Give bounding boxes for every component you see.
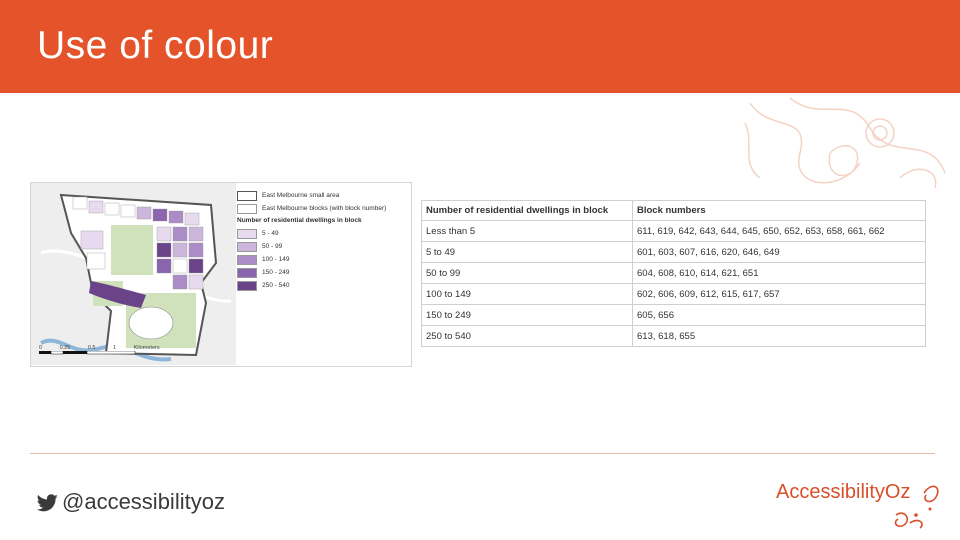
legend-swatch <box>237 268 257 278</box>
dwellings-table <box>421 200 926 347</box>
scale-tick: 0.5 <box>87 345 96 351</box>
legend-item <box>237 227 409 240</box>
table-row <box>422 242 926 263</box>
legend-item <box>237 253 409 266</box>
decorative-swirl-icon <box>730 93 960 203</box>
logo-wordmark: AccessibilityOz <box>776 481 911 503</box>
scale-bar-graphic <box>39 351 139 355</box>
column-header: Number of residential dwellings in block <box>422 201 633 221</box>
scale-tick: 1 <box>113 345 117 351</box>
slide-title: Use of colour <box>37 24 274 67</box>
table-cell: 5 to 49 <box>422 242 633 263</box>
table-cell: 50 to 99 <box>422 263 633 284</box>
table-cell: 605, 656 <box>633 305 926 326</box>
legend-swatch <box>237 242 257 252</box>
legend-item-label: 150 - 249 <box>262 269 290 276</box>
legend-item-label: 50 - 99 <box>262 243 283 250</box>
table-cell: 604, 608, 610, 614, 621, 651 <box>633 263 926 284</box>
legend-blocks <box>237 202 409 215</box>
legend-swatch <box>237 255 257 265</box>
scale-tick: 0 <box>39 345 43 351</box>
scale-unit: Kilometers <box>133 345 160 351</box>
table-cell: 613, 618, 655 <box>633 326 926 347</box>
accessibilityoz-logo <box>776 475 946 530</box>
map-scale-bar <box>39 345 176 357</box>
footer-divider <box>30 453 935 454</box>
table-row <box>422 305 926 326</box>
legend-blocks-label: East Melbourne blocks (with block number) <box>262 205 387 212</box>
table-row <box>422 284 926 305</box>
twitter-icon <box>37 494 58 512</box>
legend-small-area <box>237 189 409 202</box>
legend-item <box>237 266 409 279</box>
map-image <box>31 183 236 365</box>
legend-item <box>237 240 409 253</box>
legend-item-label: 100 - 149 <box>262 256 290 263</box>
scale-tick: 0.25 <box>59 345 71 351</box>
map-legend <box>237 189 409 292</box>
table-row <box>422 263 926 284</box>
table-cell: 150 to 249 <box>422 305 633 326</box>
table-row <box>422 221 926 242</box>
table-cell: 601, 603, 607, 616, 620, 646, 649 <box>633 242 926 263</box>
table-cell: 100 to 149 <box>422 284 633 305</box>
twitter-handle: @accessibilityoz <box>62 489 225 514</box>
slide-header <box>0 0 960 93</box>
legend-item-label: 5 - 49 <box>262 230 279 237</box>
table-cell: 602, 606, 609, 612, 615, 617, 657 <box>633 284 926 305</box>
table-header-row <box>422 201 926 221</box>
logo-swirl-icon <box>776 475 946 530</box>
legend-swatch <box>237 281 257 291</box>
legend-item-label: 250 - 540 <box>262 282 290 289</box>
table-row <box>422 326 926 347</box>
blocks-swatch <box>237 204 257 214</box>
column-header: Block numbers <box>633 201 926 221</box>
legend-heading: Number of residential dwellings in block <box>237 217 362 224</box>
legend-swatch <box>237 229 257 239</box>
legend-item <box>237 279 409 292</box>
small-area-swatch <box>237 191 257 201</box>
legend-small-area-label: East Melbourne small area <box>262 192 340 199</box>
table-cell: 611, 619, 642, 643, 644, 645, 650, 652, 653, 658, 661, 662 <box>633 221 926 242</box>
table-cell: Less than 5 <box>422 221 633 242</box>
choropleth-map <box>30 182 412 367</box>
table-cell: 250 to 540 <box>422 326 633 347</box>
